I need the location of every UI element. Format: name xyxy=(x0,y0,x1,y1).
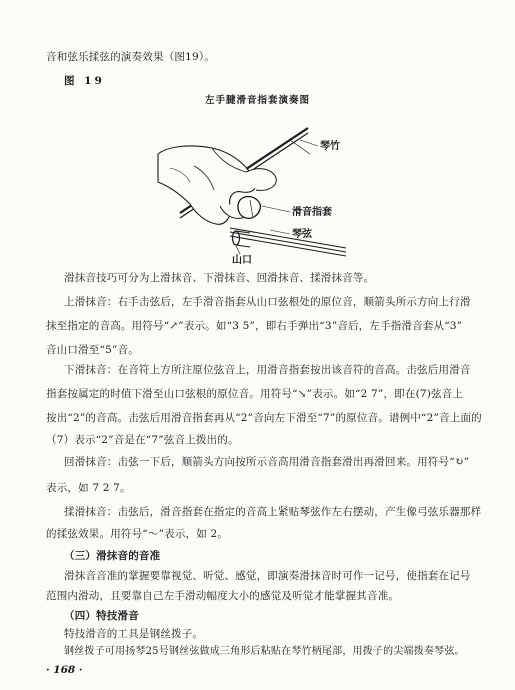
paragraph-line: 钢丝拨子可用扬琴25号钢丝弦做成三角形后粘贴在琴竹柄尾部，用拨子的尖端拨奏琴弦。 xyxy=(64,646,465,657)
paragraph-line: 的揉弦效果。用符号“～”表示，如 2。 xyxy=(46,528,229,540)
label-bridge: 山口 xyxy=(232,255,252,266)
paragraph-line: （7）表示“2”音是在“7”弦音上拨出的。 xyxy=(46,434,239,446)
page-number: · 168 · xyxy=(46,664,83,676)
paragraph-line: 音山口滑至“5”音。 xyxy=(46,344,139,356)
figure-title: 左手腱滑音指套演奏图 xyxy=(204,95,310,106)
label-string: 琴弦 xyxy=(292,229,312,240)
intro-line: 音和弦乐揉弦的演奏效果（图19）。 xyxy=(46,51,216,63)
paragraph-line: 特技滑音的工具是钢丝拨子。 xyxy=(64,628,204,640)
label-sleeve: 滑音指套 xyxy=(292,207,332,218)
string-3 xyxy=(230,236,346,256)
paragraph-line: 范围内滑动，且要靠自己左手滑动幅度大小的感觉及听觉才能掌握其音准。 xyxy=(46,590,400,602)
string-1 xyxy=(230,228,346,248)
paragraph-line: 按出“2”的音高。击弦后用滑音指套再从“2”音向左下滑至“7”的原位音。谱例中“2”音上面的 xyxy=(46,412,482,424)
paragraph-line: 回滑抹音：击弦一下后，顺箭头方向按所示音高用滑音指套滑出再滑回来。用符号“↻” xyxy=(64,456,470,468)
hand-slide-sleeve-figure xyxy=(150,108,370,268)
paragraph-line: 下滑抹音：在音符上方所注原位弦音上，用滑音指套按出该音符的音高。击弦后用滑音 xyxy=(64,364,471,376)
paragraph-line: 滑抹音音准的掌握要靠视觉、听觉、感觉，即演奏滑抹音时可作一记号，使指套在记号 xyxy=(64,570,471,582)
figure-label: 图 19 xyxy=(64,75,105,87)
section-heading-4: （四）特技滑音 xyxy=(64,610,139,622)
section-heading-3: （三）滑抹音的音准 xyxy=(64,550,161,562)
paragraph-line: 揉滑抹音：击弦后，滑音指套在指定的音高上紧贴琴弦作左右摆动，产生像弓弦乐器那样 xyxy=(64,506,482,518)
slide-sleeve xyxy=(238,197,260,219)
paragraph-line: 表示，如 7 2 7。 xyxy=(46,482,131,494)
label-bow: 琴竹 xyxy=(320,141,340,152)
paragraph-line: 抹至指定的音高。用符号“↗”表示。如“3 5”，即右手弹出“3”音后，左手指滑音套从“3” xyxy=(46,320,463,332)
string-2 xyxy=(230,232,346,252)
paragraph-line: 指套按属定的时值下滑至山口弦根的原位音。用符号“↘”表示。如“2 7”，即在(7)弦音上 xyxy=(46,388,464,400)
paragraph-line: 滑抹音技巧可分为上滑抹音、下滑抹音、回滑抹音、揉滑抹音等。 xyxy=(64,272,375,284)
paragraph-line: 上滑抹音：右手击弦后，左手滑音指套从山口弦根处的原位音，顺箭头所示方向上行滑 xyxy=(64,296,471,308)
